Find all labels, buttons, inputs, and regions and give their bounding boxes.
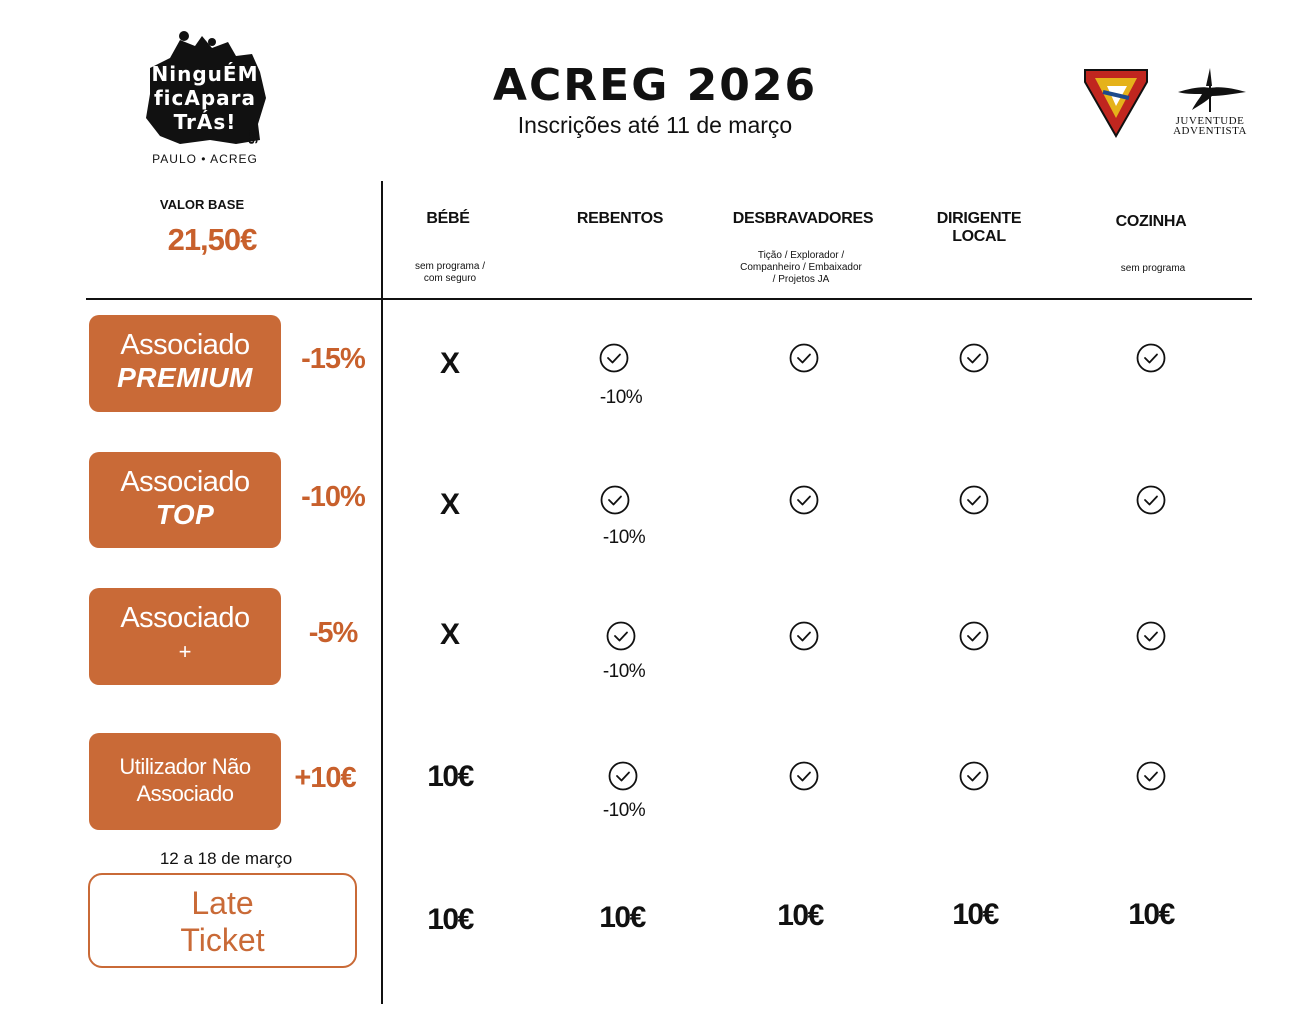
check-circle-icon xyxy=(959,761,989,791)
column-note-bebe-line1: sem programa / xyxy=(414,261,486,272)
late-ticket-line2: Ticket xyxy=(180,922,265,958)
column-note-bebe xyxy=(398,261,502,285)
event-logo-line3: TrÁs! xyxy=(173,110,237,134)
event-logo-line2: ficApara xyxy=(153,86,257,110)
check-circle-icon xyxy=(789,761,819,791)
check-circle-icon xyxy=(599,343,629,373)
check-circle-icon xyxy=(789,621,819,651)
check-circle-icon xyxy=(1136,761,1166,791)
event-logo-subtitle: PAULO • ACREG xyxy=(152,152,258,166)
rebentos-premium-discount: -10% xyxy=(599,387,643,408)
tier-nao-associado xyxy=(89,733,281,830)
discount-nao-associado: +10€ xyxy=(294,762,356,794)
column-note-desbravadores xyxy=(718,250,884,286)
check-circle-icon xyxy=(959,621,989,651)
tier-top xyxy=(89,452,281,548)
column-note-desbravadores-line2: Companheiro / Embaixador xyxy=(740,262,862,273)
column-note-desbravadores-line3: / Projetos JA xyxy=(772,274,830,285)
event-logo-year: '26 xyxy=(245,126,261,145)
bebe-premium-unavailable: X xyxy=(439,347,460,380)
column-header-dirigente-local: DIRIGENTE LOCAL xyxy=(936,210,1022,245)
tier-premium-line2: PREMIUM xyxy=(117,362,253,393)
tier-plus-line1: Associado xyxy=(120,602,250,634)
event-logo xyxy=(140,28,270,170)
rebentos-top-discount: -10% xyxy=(602,527,646,548)
flame-cross-icon xyxy=(1172,66,1248,116)
table-horizontal-divider xyxy=(86,298,1252,300)
late-price-dirigente-local: 10€ xyxy=(952,898,998,931)
column-note-desbravadores-line1: Tição / Explorador / xyxy=(757,250,845,261)
rebentos-nao-associado-discount: -10% xyxy=(602,800,646,821)
check-circle-icon xyxy=(789,343,819,373)
check-circle-icon xyxy=(959,485,989,515)
column-header-rebentos: REBENTOS xyxy=(576,210,664,227)
pathfinder-shield-icon xyxy=(1083,68,1149,138)
discount-top: -10% xyxy=(301,481,365,513)
ja-text-line2: ADVENTISTA xyxy=(1173,125,1247,137)
tier-top-line1: Associado xyxy=(120,466,250,498)
ja-text-line1: JUVENTUDE xyxy=(1175,115,1245,127)
late-price-bebe: 10€ xyxy=(427,903,473,936)
page-subtitle: Inscrições até 11 de março xyxy=(517,112,793,138)
page-title: ACREG 2026 xyxy=(492,60,818,111)
juventude-adventista-logo xyxy=(1170,66,1250,140)
tier-premium xyxy=(89,315,281,412)
event-logo-line1: NinguÉM xyxy=(151,62,259,86)
check-circle-icon xyxy=(1136,343,1166,373)
column-header-cozinha: COZINHA xyxy=(1115,213,1187,230)
late-ticket-line1: Late xyxy=(191,885,254,921)
tier-plus xyxy=(89,588,281,685)
bebe-nao-associado-price: 10€ xyxy=(427,760,473,793)
column-note-cozinha-line1: sem programa xyxy=(1120,263,1186,274)
bebe-top-unavailable: X xyxy=(439,488,460,521)
check-circle-icon xyxy=(606,621,636,651)
check-circle-icon xyxy=(600,485,630,515)
base-value-label: VALOR BASE xyxy=(159,197,245,212)
late-price-desbravadores: 10€ xyxy=(777,899,823,932)
discount-plus: -5% xyxy=(308,617,358,649)
late-price-rebentos: 10€ xyxy=(599,901,645,934)
column-header-desbravadores: DESBRAVADORES xyxy=(732,210,874,227)
discount-premium: -15% xyxy=(301,343,365,375)
tier-plus-line2: + xyxy=(178,639,192,664)
table-vertical-divider xyxy=(381,181,383,1004)
check-circle-icon xyxy=(1136,485,1166,515)
tier-nao-associado-line2: Associado xyxy=(136,781,234,806)
late-ticket-date-range: 12 a 18 de março xyxy=(159,849,293,868)
check-circle-icon xyxy=(959,343,989,373)
column-header-bebe: BÉBÉ xyxy=(426,210,470,227)
check-circle-icon xyxy=(1136,621,1166,651)
rebentos-plus-discount: -10% xyxy=(602,661,646,682)
late-price-cozinha: 10€ xyxy=(1128,898,1174,931)
late-ticket-box xyxy=(88,873,357,968)
column-note-cozinha xyxy=(1101,263,1205,275)
tier-nao-associado-line1: Utilizador Não xyxy=(119,754,251,779)
base-value: 21,50€ xyxy=(167,222,257,257)
check-circle-icon xyxy=(608,761,638,791)
check-circle-icon xyxy=(789,485,819,515)
tier-premium-line1: Associado xyxy=(120,329,250,361)
bebe-plus-unavailable: X xyxy=(439,618,460,651)
column-note-bebe-line2: com seguro xyxy=(423,273,477,284)
tier-top-line2: TOP xyxy=(155,499,215,530)
